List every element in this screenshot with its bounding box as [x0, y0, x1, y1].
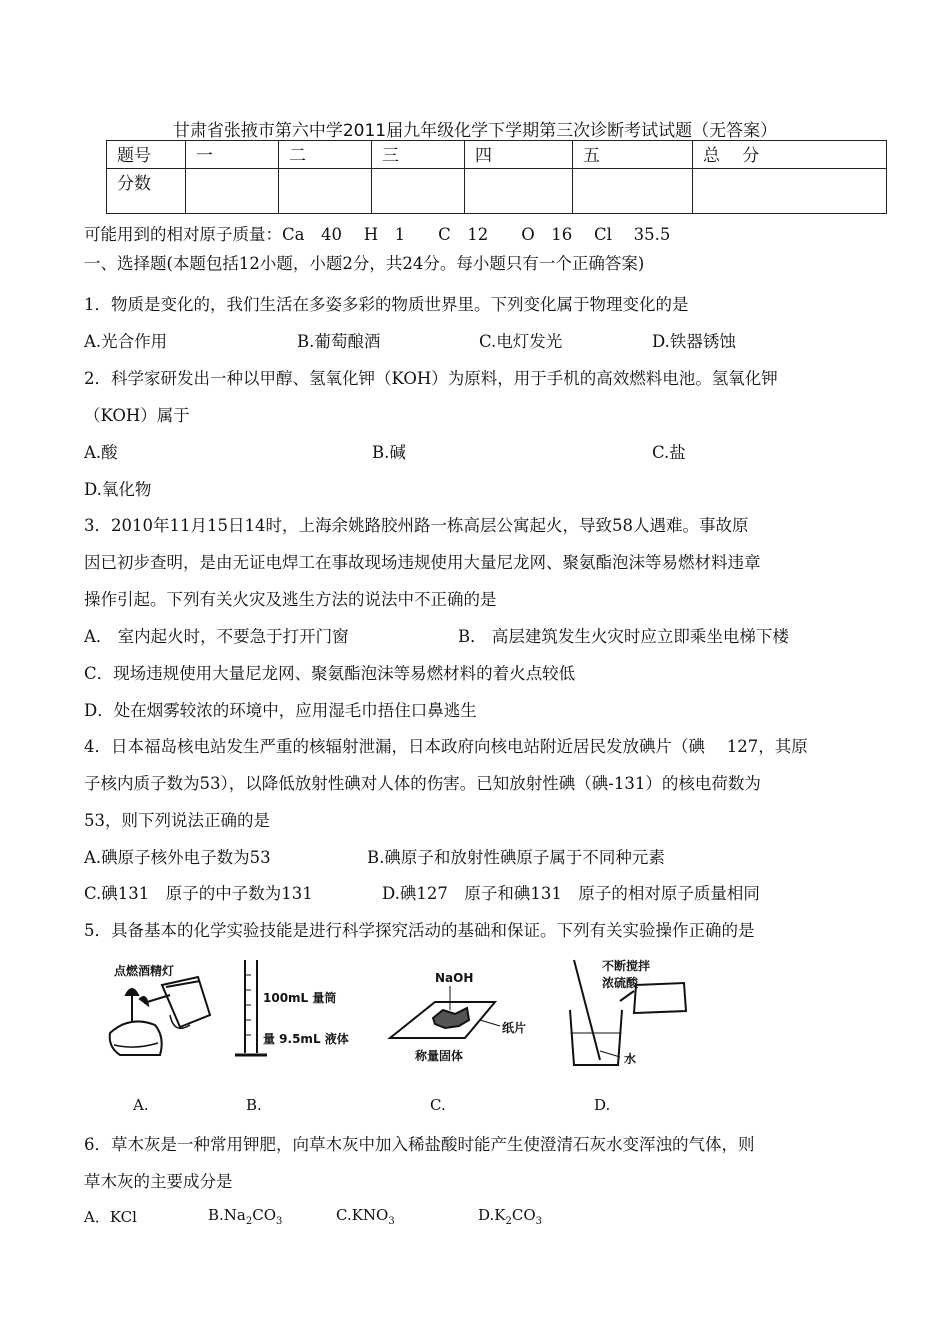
q3-option-a: A． 室内起火时，不要急于打开门窗	[84, 627, 349, 646]
question-3-stem-2: 因已初步查明，是由无证电焊工在事故现场违规使用大量尼龙网、聚氨酯泡沫等易燃材料违章	[84, 553, 761, 572]
atomic-mass-line: 可能用到的相对原子质量：Ca 40 H 1 C 12 O 16 Cl 35.5	[84, 225, 671, 244]
question-6-stem-1: 6．草木灰是一种常用钾肥，向草木灰中加入稀盐酸时能产生使澄清石灰水变浑浊的气体，则	[84, 1135, 755, 1154]
figure-d-label-acid: 浓硫酸	[602, 976, 639, 990]
question-4-stem-2: 子核内质子数为53），以降低放射性碘对人体的伤害。已知放射性碘（碘-131）的核电荷数为	[84, 774, 761, 793]
q3-option-b: B． 高层建筑发生火灾时应立即乘坐电梯下楼	[458, 627, 789, 646]
question-4-stem-3: 53，则下列说法正确的是	[84, 811, 270, 830]
figure-c-weighing-solid	[385, 960, 545, 1070]
figure-c-label-weigh: 称量固体	[415, 1049, 464, 1063]
question-3-stem-1: 3．2010年11月15日14时，上海余姚路胶州路一栋高层公寓起火，导致58人遇难。事故原	[84, 516, 749, 535]
row-label-cell: 分数	[107, 169, 186, 214]
q2-option-a: A.酸	[84, 443, 118, 462]
figure-c-label-naoh: NaOH	[435, 971, 474, 985]
q1-option-b: B.葡萄酿酒	[297, 332, 381, 351]
figure-b-label-2: 量 9.5mL 液体	[263, 1032, 349, 1046]
header-cell: 总 分	[693, 141, 887, 169]
question-5-stem: 5．具备基本的化学实验技能是进行科学探究活动的基础和保证。下列有关实验操作正确的是	[84, 921, 755, 940]
q1-option-d: D.铁器锈蚀	[652, 332, 736, 351]
figure-b-label-1: 100mL 量筒	[263, 991, 337, 1005]
q4-option-c: C.碘131 原子的中子数为131	[84, 884, 313, 903]
q6-option-a: A．KCl	[84, 1208, 137, 1226]
score-cell	[465, 169, 573, 214]
header-cell: 二	[279, 141, 372, 169]
q4-option-a: A.碘原子核外电子数为53	[84, 848, 271, 867]
figure-d-dilute-acid	[560, 955, 700, 1070]
figure-label-d: D.	[594, 1096, 611, 1114]
header-cell: 题号	[107, 141, 186, 169]
q1-option-c: C.电灯发光	[479, 332, 563, 351]
question-4-stem-1: 4．日本福岛核电站发生严重的核辐射泄漏，日本政府向核电站附近居民发放碘片（碘 127，其原	[84, 737, 808, 756]
figure-d-label-stir: 不断搅拌	[602, 959, 651, 973]
q2-option-d: D.氧化物	[84, 480, 152, 499]
figure-label-b: B.	[246, 1096, 262, 1114]
q3-option-c: C．现场违规使用大量尼龙网、聚氨酯泡沫等易燃材料的着火点较低	[84, 664, 576, 683]
q2-option-b: B.碱	[372, 443, 406, 462]
score-cell	[693, 169, 887, 214]
q3-option-d: D．处在烟雾较浓的环境中，应用湿毛巾捂住口鼻逃生	[84, 701, 477, 720]
header-cell: 三	[372, 141, 465, 169]
score-cell	[279, 169, 372, 214]
q6-option-c: $C.KNO_3$	[336, 1206, 395, 1227]
score-table	[106, 140, 887, 214]
q4-option-d: D.碘127 原子和碘131 原子的相对原子质量相同	[382, 884, 760, 903]
figure-d-label-water: 水	[624, 1052, 637, 1066]
header-cell: 四	[465, 141, 573, 169]
q2-option-c: C.盐	[652, 443, 686, 462]
score-table-row	[107, 169, 887, 214]
figure-a-label: 点燃酒精灯	[114, 964, 175, 978]
question-2-stem-2: （KOH）属于	[84, 406, 190, 425]
section-heading: 一、选择题(本题包括12小题，小题2分，共24分。每小题只有一个正确答案)	[84, 254, 645, 273]
figure-label-c: C.	[430, 1096, 446, 1114]
score-cell	[372, 169, 465, 214]
q4-option-b: B.碘原子和放射性碘原子属于不同种元素	[367, 848, 665, 867]
question-2-stem-1: 2．科学家研发出一种以甲醇、氢氧化钾（KOH）为原料，用于手机的高效燃料电池。氢氧化钾	[84, 369, 778, 388]
q1-option-a: A.光合作用	[84, 332, 168, 351]
exam-title: 甘肃省张掖市第六中学2011届九年级化学下学期第三次诊断考试试题（无答案）	[172, 121, 778, 141]
q6-option-b: $B.Na_2CO_3$	[208, 1206, 283, 1227]
figure-b-measuring-cylinder	[225, 955, 375, 1065]
figure-c-label-paper: 纸片	[502, 1021, 527, 1035]
figure-label-a: A.	[133, 1096, 149, 1114]
question-3-stem-3: 操作引起。下列有关火灾及逃生方法的说法中不正确的是	[84, 590, 497, 609]
question-1-stem: 1．物质是变化的，我们生活在多姿多彩的物质世界里。下列变化属于物理变化的是	[84, 295, 689, 314]
question-6-stem-2: 草木灰的主要成分是	[84, 1172, 233, 1191]
header-cell: 五	[573, 141, 693, 169]
score-cell	[186, 169, 279, 214]
figure-a-alcohol-lamp	[100, 955, 220, 1065]
score-cell	[573, 169, 693, 214]
score-table-header-row	[107, 141, 887, 169]
q6-option-d: $D.K_2CO_3$	[478, 1206, 542, 1227]
header-cell: 一	[186, 141, 279, 169]
